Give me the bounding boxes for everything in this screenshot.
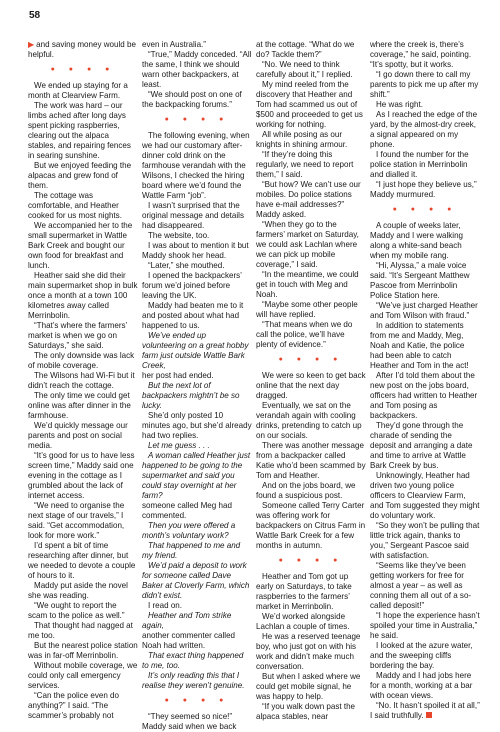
paragraph [370,261,480,301]
paragraph-text: Unknowingly, Heather had driven two young police officers to Clearview Farm, and Tom suggested they might do voluntary work. [370,471,480,520]
column-2 [142,40,252,732]
triangle-arrow-icon: ▶ [28,40,35,49]
paragraph [142,441,252,451]
paragraph [28,621,138,641]
paragraph [370,611,480,641]
paragraph-text: But the nearest police station was in far-off Merrinbolin. [28,641,138,660]
paragraph [142,712,252,732]
paragraph [142,411,252,441]
paragraph-text: Heather and Tom strike again, [142,611,232,630]
paragraph [256,130,366,150]
paragraph [28,161,138,191]
paragraph [370,641,480,671]
paragraph-text: We were so keen to get back online that the next day dragged. [256,371,366,400]
paragraph [142,241,252,261]
paragraph-text: We’d paid a deposit to work for someone called Dave Baker at Cloverly Farm, which didn’t exist. [142,561,250,600]
paragraph [256,501,366,551]
section-separator: ● ● ● ● [392,206,458,213]
paragraph [142,501,252,521]
paragraph [370,561,480,611]
paragraph [142,651,252,671]
paragraph [28,81,138,101]
paragraph [142,201,252,231]
paragraph-text: I found the number for the police station in Merrinbolin and dialled it. [370,150,469,179]
paragraph [142,271,252,301]
paragraph-text: “It’s good for us to have less screen time,” Maddy said one evening in the cottage as I grumbled about the lack of internet access. [28,451,135,500]
paragraph-text: where the creek is, there’s coverage,” he said, pointing. “It’s spotty, but it works. [370,40,472,69]
paragraph-text: “Hi, Alyssa,” a male voice said. “It’s Sergeant Matthew Pascoe from Merrinbolin Police Station here. [370,261,470,300]
paragraph [256,220,366,270]
paragraph-text: We’ve ended up volunteering on a great hobby farm just outside Wattle Bark Creek, [142,331,249,370]
paragraph-text: We ended up staying for a month at Clearview Farm. [28,81,128,100]
paragraph-text: But the next lot of backpackers mightn’t be so lucky. [142,381,240,410]
paragraph [142,90,252,110]
paragraph [28,40,138,60]
page-number: 58 [29,10,41,21]
paragraph [256,612,366,632]
paragraph-text: “They seemed so nice!” Maddy said when we back [142,712,237,731]
paragraph [28,371,138,391]
paragraph-text: “Later,” she mouthed. [148,261,225,270]
paragraph [28,451,138,501]
paragraph [256,40,366,60]
paragraph-text: Heather said she did their main supermarket shop in bulk once a month at a town 100 kilometres away called Merrinbolin. [28,271,138,320]
paragraph [142,601,252,611]
paragraph-text: My mind reeled from the discovery that Heather and Tom had scammed us out of $500 and proceeded to get us working for nothing. [256,80,363,129]
paragraph [28,191,138,221]
paragraph-text: That happened to me and my friend. [142,541,241,560]
paragraph-text: That exact thing happened to me, too. [142,651,244,670]
paragraph-text: someone called Meg had commented. [142,501,232,520]
paragraph-text: As I reached the edge of the yard, by the almost-dry creek, a signal appeared on my phone. [370,110,478,149]
paragraph [142,631,252,651]
paragraph [370,701,480,721]
article-columns [28,40,484,732]
paragraph [370,421,480,471]
paragraph-text: Eventually, we sat on the verandah again with cooling drinks, pretending to catch up on our socials. [256,401,362,440]
paragraph [256,270,366,300]
paragraph-text: The following evening, when we had our customary after-dinner cold drink on the farmhouse verandah with the Wilsons, I checked the hiring board where we’d found the Wattle Farm “job”. [142,131,250,200]
paragraph [256,632,366,672]
paragraph [142,50,252,90]
paragraph [142,521,252,541]
paragraph [370,521,480,561]
paragraph [256,150,366,180]
paragraph-text: “In the meantime, we could get in touch with Meg and Noah. [256,270,359,299]
paragraph [142,301,252,331]
paragraph-text: He was right. [376,100,423,109]
paragraph [142,671,252,691]
paragraph [370,150,480,180]
paragraph-text: “If they’re doing this regularly, we need to report them,” I said. [256,150,354,179]
paragraph [28,391,138,421]
section-separator: ● ● ● ● [278,356,344,363]
column-3 [256,40,366,732]
paragraph [256,320,366,350]
paragraph-text: Heather and Tom got up early on Saturdays, to take raspberries to the farmers’ market in Merrinbolin. [256,572,352,611]
paragraph [370,221,480,261]
paragraph [142,451,252,501]
paragraph [28,321,138,351]
paragraph-text: her post had ended. [142,371,214,380]
paragraph [256,441,366,481]
paragraph-text: That thought had nagged at me too. [28,621,133,640]
paragraph [28,641,138,661]
paragraph-text: I opened the backpackers’ forum we’d joined before leaving the UK. [142,271,242,300]
paragraph-text: Maddy and I had jobs here for a month, working at a bar with ocean views. [370,671,473,700]
paragraph-text: “I just hope they believe us,” Maddy murmured. [370,180,477,199]
paragraph-text: “When they go to the farmers’ market on Saturday, we could ask Lachlan where we can pick up mobile coverage,” I said. [256,220,359,269]
paragraph-text: A woman called Heather just happened to be going to the supermarket and said you could stay overnight at her farm? [142,451,251,500]
paragraph [142,40,252,50]
paragraph [28,221,138,271]
paragraph-text: I wasn’t surprised that the original message and details had disappeared. [142,201,244,230]
paragraph [256,300,366,320]
section-separator: ● ● ● ● [278,557,344,564]
paragraph [256,180,366,220]
paragraph [256,80,366,130]
paragraph-text: even in Australia.” [142,40,206,49]
paragraph-text: “No. It hasn’t spoiled it at all,” I said truthfully. [370,701,480,720]
paragraph [28,421,138,451]
section-separator: ● ● ● ● [50,66,116,73]
paragraph [28,541,138,581]
paragraph [256,672,366,702]
paragraph-text: A couple of weeks later, Maddy and I were walking along a white-sand beach when my mobile rang. [370,221,464,260]
paragraph [370,301,480,321]
paragraph [370,671,480,701]
paragraph-text: at the cottage. “What do we do? Tackle them?” [256,40,355,59]
paragraph-text: Maddy had beaten me to it and posted about what had happened to us. [142,301,244,330]
paragraph [256,371,366,401]
paragraph-text: “Maybe some other people will have replied. [256,300,358,319]
paragraph-text: We accompanied her to the small supermarket in Wattle Bark Creek and bought our own food for breakfast and lunch. [28,221,133,270]
paragraph-text: The Wilsons had Wi-Fi but it didn’t reach the cottage. [28,371,135,390]
paragraph-text: “We ought to report the scam to the police as well.” [28,601,125,620]
paragraph [28,691,138,721]
paragraph [370,110,480,150]
paragraph-text: We’d quickly message our parents and post on social media. [28,421,128,450]
paragraph [370,40,480,70]
paragraph-text: “Seems like they’ve been getting workers for free for almost a year – as well as conning them all out of a so-called deposit!” [370,561,472,610]
paragraph-text: It’s only reading this that I realise they weren’t genuine. [142,671,245,690]
paragraph [256,481,366,501]
paragraph [28,271,138,321]
paragraph-text: “True,” Maddy conceded. “All the same, I think we should warn other backpackers, at least. [142,50,252,89]
paragraph-text: There was another message from a backpacker called Katie who’d been scammed by Tom and Heather. [256,441,366,480]
paragraph-text: “No. We need to think carefully about it,” I replied. [256,60,353,79]
paragraph-text: After I’d told them about the new post on the jobs board, officers had written to Heather and Tom posing as backpackers. [370,371,478,420]
paragraph-text: She’d only posted 10 minutes ago, but she’d already had two replies. [142,411,252,440]
paragraph-text: “That’s where the farmers’ market is when we go on Saturdays,” she said. [28,321,128,350]
column-1 [28,40,138,732]
paragraph [256,60,366,80]
paragraph-text: and saving money would be helpful. [28,40,136,59]
paragraph [28,581,138,601]
paragraph-text: Let me guess . . . [148,441,210,450]
paragraph-text: I looked at the azure water, and the sweeping cliffs bordering the bay. [370,641,473,670]
paragraph-text: “That means when we do call the police, we’ll have plenty of evidence.” [256,320,353,349]
column-4 [370,40,480,732]
paragraph-text: But we enjoyed feeding the alpacas and grew fond of them. [28,161,132,190]
paragraph-text: “I hope the experience hasn’t spoiled your time in Australia,” he said. [370,611,480,640]
paragraph-text: The only time we could get online was after dinner in the farmhouse. [28,391,131,420]
paragraph [370,70,480,100]
paragraph-text: Then you were offered a month’s voluntary work? [142,521,236,540]
paragraph-text: They’d gone through the charade of sending the deposit and arranging a date and time to arrive at Wattle Bark Creek by bus. [370,421,473,470]
paragraph-text: “We should post on one of the backpacking forums.” [142,90,242,109]
paragraph [28,601,138,621]
paragraph [142,541,252,561]
end-square-icon [426,712,432,718]
paragraph-text: Without mobile coverage, we could only call emergency services. [28,661,138,690]
paragraph [142,261,252,271]
paragraph-text: And on the jobs board, we found a suspicious post. [256,481,356,500]
paragraph-text: In addition to statements from me and Maddy, Meg, Noah and Katie, the police had been able to catch Heather and Tom in the act! [370,321,469,370]
paragraph [370,100,480,110]
paragraph-text: another commenter called Noah had written. [142,631,236,650]
paragraph [370,180,480,200]
paragraph [370,321,480,371]
paragraph [28,351,138,371]
paragraph [370,371,480,421]
paragraph [142,231,252,241]
paragraph-text: The work was hard – our limbs ached after long days spent picking raspberries, clearing out the alpaca stables, and repairing fences in searing sunshine. [28,101,131,160]
paragraph [370,471,480,521]
paragraph-text: I was about to mention it but Maddy shook her head. [142,241,249,260]
paragraph-text: The website, too. [148,231,210,240]
paragraph [28,501,138,541]
paragraph [142,381,252,411]
section-separator: ● ● ● ● [164,116,230,123]
paragraph-text: “So they won’t be pulling that little trick again, thanks to you,” Sergeant Pascoe said with satisfaction. [370,521,480,560]
paragraph [28,661,138,691]
paragraph-text: He was a reserved teenage boy, who just got on with his work and didn’t make much conversation. [256,632,361,671]
paragraph [256,702,366,722]
paragraph-text: “Can the police even do anything?” I said. “The scammer’s probably not [28,691,119,720]
paragraph [142,561,252,601]
paragraph-text: All while posing as our knights in shining armour. [256,130,348,149]
paragraph [256,572,366,612]
section-separator: ● ● ● ● [164,697,230,704]
paragraph-text: “We’ve just charged Heather and Tom Wilson with fraud.” [370,301,478,320]
paragraph-text: “But how? We can’t use our mobiles. Do police stations have e-mail addresses?” Maddy asked. [256,180,361,219]
paragraph-text: But when I asked where we could get mobile signal, he was happy to help. [256,672,361,701]
paragraph [142,331,252,371]
paragraph [142,131,252,201]
paragraph [256,401,366,441]
paragraph-text: “I go down there to call my parents to pick me up after my shift.” [370,70,479,99]
paragraph-text: Maddy put aside the novel she was reading. [28,581,128,600]
paragraph [28,101,138,161]
paragraph-text: I’d spent a bit of time researching after dinner, but we needed to devote a couple of hours to it. [28,541,136,580]
paragraph-text: I read on. [148,601,182,610]
paragraph-text: The cottage was comfortable, and Heather cooked for us most nights. [28,191,122,220]
paragraph-text: The only downside was lack of mobile coverage. [28,351,135,370]
paragraph [142,371,252,381]
paragraph-text: “We need to organise the next stage of our travels,” I said. “Get accommodation, look for more work.” [28,501,125,540]
paragraph [142,611,252,631]
paragraph-text: “If you walk down past the alpaca stables, near [256,702,356,721]
paragraph-text: Someone called Terry Carter was offering work for backpackers on Citrus Farm in Wattle Bark Creek for a few months in autumn. [256,501,366,550]
paragraph-text: We’d worked alongside Lachlan a couple of times. [256,612,350,631]
